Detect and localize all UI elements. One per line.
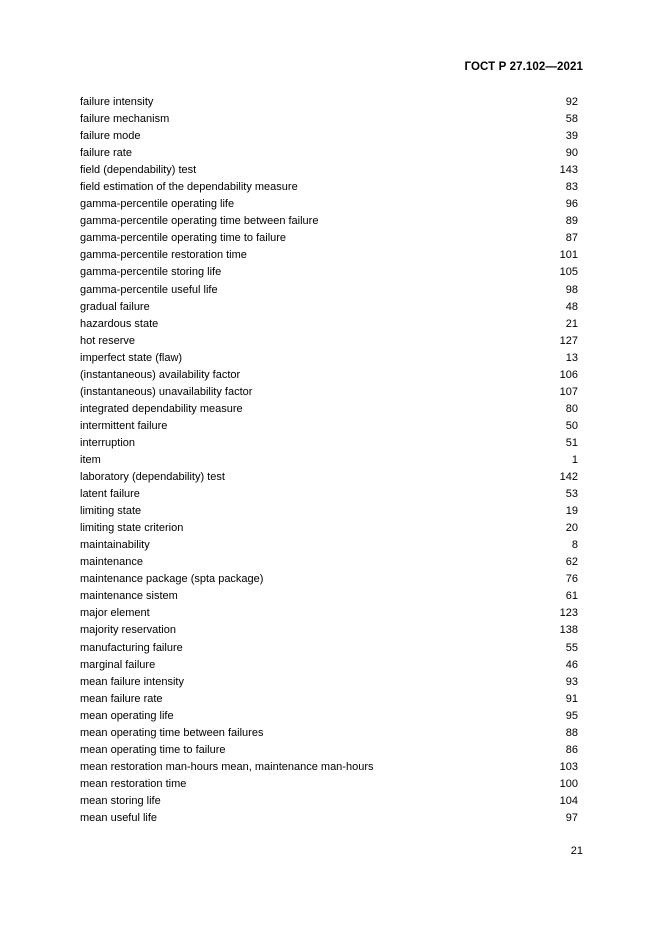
index-term: integrated dependability measure [80, 402, 243, 415]
index-page-ref: 86 [565, 743, 578, 756]
index-entry [80, 145, 578, 162]
index-entry [80, 605, 578, 622]
index-entry [80, 230, 578, 247]
index-term: mean storing life [80, 794, 161, 807]
index-entry [80, 213, 578, 230]
index-term: failure mode [80, 130, 141, 143]
index-entry [80, 622, 578, 639]
index-page-ref: 89 [565, 215, 578, 228]
index-entry [80, 435, 578, 452]
index-term: majority reservation [80, 624, 176, 637]
index-page-ref: 80 [565, 402, 578, 415]
index-page-ref: 62 [565, 556, 578, 569]
index-page-ref: 1 [571, 453, 578, 466]
index-term: mean failure rate [80, 692, 163, 705]
index-entry [80, 247, 578, 264]
index-term: maintenance sistem [80, 590, 178, 603]
index-page-ref: 96 [565, 198, 578, 211]
index-term: limiting state [80, 505, 142, 518]
index-entry [80, 691, 578, 708]
index-entry [80, 111, 578, 128]
index-term: (instantaneous) unavailability factor [80, 385, 253, 398]
index-page-ref: 107 [559, 385, 578, 398]
index-term: gamma-percentile operating time to failure [80, 232, 287, 245]
index-page-ref: 88 [565, 726, 578, 739]
index-entry [80, 162, 578, 179]
index-term: intermittent failure [80, 419, 168, 432]
index-entry [80, 196, 578, 213]
index-page-ref: 8 [571, 539, 578, 552]
index-page-ref: 105 [559, 266, 578, 279]
index-entry [80, 486, 578, 503]
index-entry [80, 640, 578, 657]
index-term: field estimation of the dependability measure [80, 181, 298, 194]
index-term: mean restoration time [80, 777, 187, 790]
standard-code: ГОСТ Р 27.102—2021 [464, 61, 583, 73]
page-header [465, 61, 583, 73]
index-entry [80, 384, 578, 401]
index-term: hot reserve [80, 334, 136, 347]
index-term: mean operating time to failure [80, 743, 226, 756]
index-page-ref: 138 [559, 624, 578, 637]
index-entry [80, 708, 578, 725]
index-entry [80, 742, 578, 759]
index-page-ref: 39 [565, 130, 578, 143]
index-page-ref: 92 [565, 96, 578, 108]
index-page-ref: 143 [559, 164, 578, 177]
index-entry [80, 128, 578, 145]
index-term: mean operating time between failures [80, 726, 264, 739]
index-page-ref: 104 [559, 794, 578, 807]
index-term: gradual failure [80, 300, 150, 313]
index-term: manufacturing failure [80, 641, 183, 654]
index-page-ref: 13 [565, 351, 578, 364]
index-term: maintainability [80, 539, 150, 552]
page-number: 21 [570, 845, 583, 857]
index-page-ref: 50 [565, 419, 578, 432]
index-term: mean operating life [80, 709, 174, 722]
index-entry [80, 588, 578, 605]
index-page-ref: 100 [559, 777, 578, 790]
index-entry [80, 759, 578, 776]
index-entry [80, 503, 578, 520]
index-entry [80, 554, 578, 571]
index-term: hazardous state [80, 317, 159, 330]
index-entry [80, 452, 578, 469]
index-term: latent failure [80, 488, 140, 501]
index-page-ref: 53 [565, 488, 578, 501]
index-page-ref: 19 [565, 505, 578, 518]
index-term: failure rate [80, 147, 132, 160]
index-entry [80, 333, 578, 350]
alphabetical-index [80, 94, 578, 827]
index-term: maintenance [80, 556, 143, 569]
index-page-ref: 97 [565, 811, 578, 824]
index-page-ref: 142 [559, 471, 578, 484]
index-page-ref: 90 [565, 147, 578, 160]
index-page-ref: 106 [559, 368, 578, 381]
index-page-ref: 87 [565, 232, 578, 245]
index-entry [80, 793, 578, 810]
index-term: laboratory (dependability) test [80, 471, 225, 484]
index-term: gamma-percentile operating time between failure [80, 215, 319, 228]
index-entry [80, 657, 578, 674]
index-term: gamma-percentile storing life [80, 266, 222, 279]
index-entry [80, 299, 578, 316]
index-entry [80, 367, 578, 384]
index-entry [80, 94, 578, 111]
index-term: failure intensity [80, 96, 154, 108]
index-term: limiting state criterion [80, 522, 184, 535]
index-term: gamma-percentile restoration time [80, 249, 247, 262]
index-entry [80, 469, 578, 486]
index-page-ref: 101 [559, 249, 578, 262]
index-term: major element [80, 607, 150, 620]
index-term: failure mechanism [80, 113, 170, 126]
index-page-ref: 95 [565, 709, 578, 722]
index-page-ref: 58 [565, 113, 578, 126]
index-page-ref: 123 [559, 607, 578, 620]
index-entry [80, 418, 578, 435]
index-entry [80, 179, 578, 196]
index-page-ref: 93 [565, 675, 578, 688]
index-page-ref: 51 [565, 436, 578, 449]
index-entry [80, 520, 578, 537]
index-entry [80, 350, 578, 367]
index-page-ref: 61 [565, 590, 578, 603]
index-term: gamma-percentile useful life [80, 283, 218, 296]
index-entry [80, 264, 578, 281]
index-page-ref: 127 [559, 334, 578, 347]
index-term: imperfect state (flaw) [80, 351, 183, 364]
index-entry [80, 674, 578, 691]
index-page-ref: 103 [559, 760, 578, 773]
index-term: gamma-percentile operating life [80, 198, 235, 211]
index-term: field (dependability) test [80, 164, 197, 177]
index-term: mean useful life [80, 811, 158, 824]
index-term: mean failure intensity [80, 675, 184, 688]
index-entry [80, 810, 578, 827]
index-entry [80, 282, 578, 299]
index-term: item [80, 453, 101, 466]
index-term: marginal failure [80, 658, 156, 671]
index-entry [80, 537, 578, 554]
index-entry [80, 401, 578, 418]
index-page-ref: 55 [565, 641, 578, 654]
index-page-ref: 20 [565, 522, 578, 535]
index-page-ref: 98 [565, 283, 578, 296]
index-entry [80, 316, 578, 333]
index-term: (instantaneous) availability factor [80, 368, 241, 381]
index-page-ref: 83 [565, 181, 578, 194]
index-page-ref: 76 [565, 573, 578, 586]
index-entry [80, 776, 578, 793]
index-entry [80, 571, 578, 588]
index-entry [80, 725, 578, 742]
index-term: interruption [80, 436, 136, 449]
index-page-ref: 46 [565, 658, 578, 671]
index-page-ref: 21 [565, 317, 578, 330]
index-term: mean restoration man-hours mean, maintenance man-hours [80, 760, 374, 773]
index-term: maintenance package (spta package) [80, 573, 264, 586]
index-page-ref: 48 [565, 300, 578, 313]
index-page-ref: 91 [565, 692, 578, 705]
